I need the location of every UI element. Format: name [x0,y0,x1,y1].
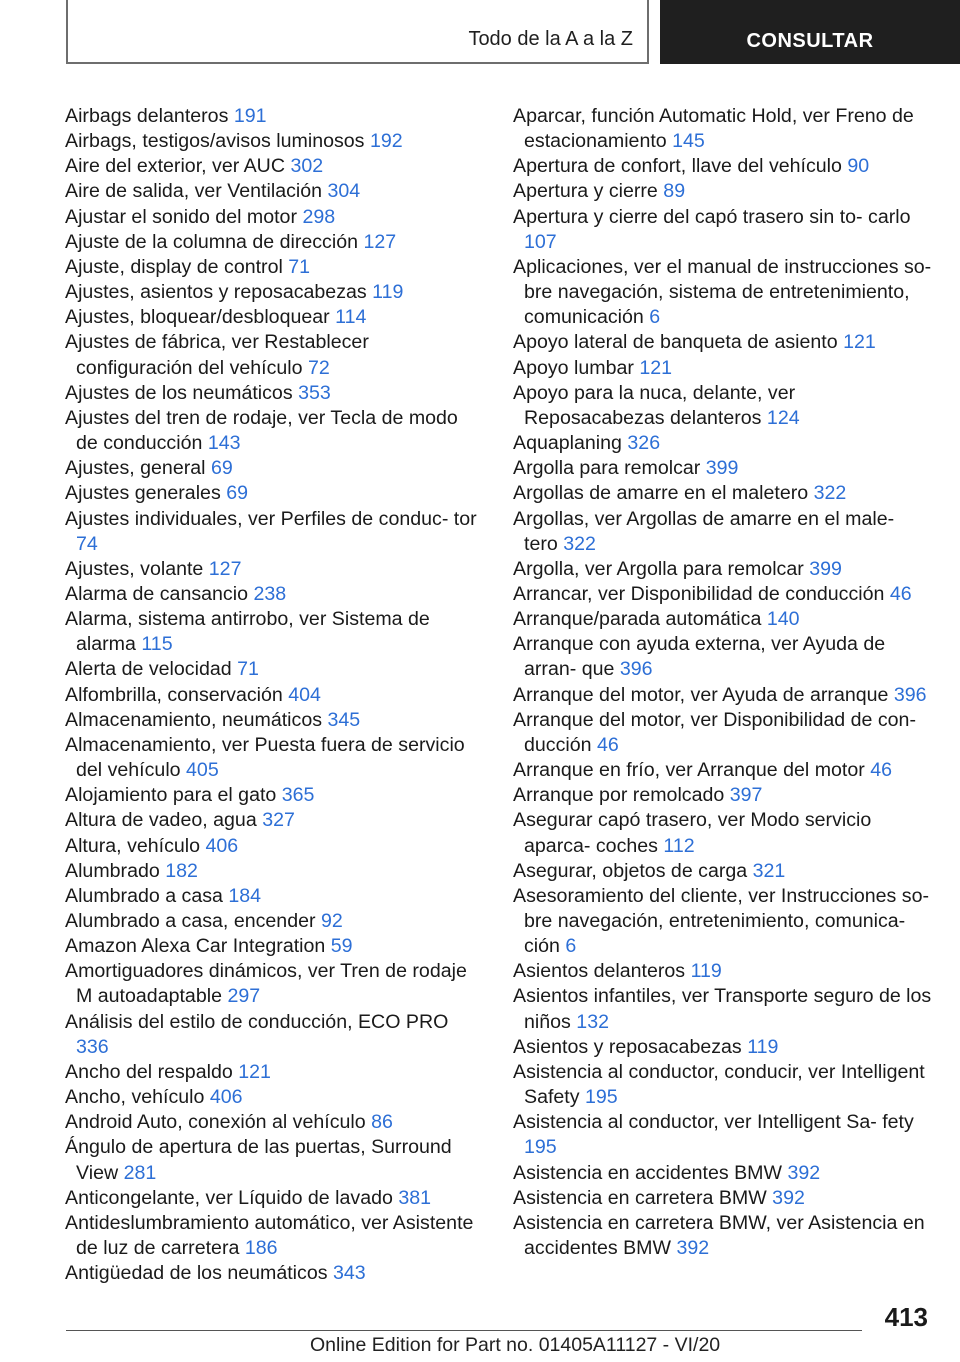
index-entry-text: Arranque con ayuda externa, ver Ayuda de arran‐ que [513,633,886,681]
index-page-link[interactable]: 121 [639,356,673,379]
index-entry [513,1186,933,1211]
index-page-link[interactable]: 119 [372,281,404,304]
index-page-link[interactable]: 107 [524,230,557,253]
index-page-link[interactable]: 114 [335,306,367,329]
index-entry [513,1035,933,1060]
header-section-box [66,0,649,64]
index-page-link[interactable]: 184 [228,884,262,907]
index-entry [513,1060,933,1110]
index-entry-text: Argolla, ver Argolla para remolcar [513,557,804,580]
index-page-link[interactable]: 326 [627,432,661,455]
index-entry-text: Argolla para remolcar [513,457,701,480]
index-entry-text: Altura de vadeo, agua [65,809,257,832]
index-entry-text: Asistencia en carretera BMW [513,1186,767,1209]
index-entry-text: Ajustes de fábrica, ver Restablecer configuración del vehículo [65,331,369,379]
index-page-link[interactable]: 195 [524,1136,557,1159]
index-entry-text: Arranque/parada automática [513,608,762,631]
index-entry [513,808,933,858]
index-entry [65,859,485,884]
index-entry [65,507,485,557]
index-entry-text: Aquaplaning [513,432,622,455]
index-entry [65,179,485,204]
index-entry [65,683,485,708]
index-entry [65,154,485,179]
index-entry [513,1110,933,1160]
index-entry-text: Arrancar, ver Disponibilidad de conducción [513,582,885,605]
index-page-link[interactable]: 6 [565,935,577,958]
index-column-left [65,104,485,1286]
index-entry-text: Altura, vehículo [65,834,201,857]
index-entry-text: Asesoramiento del cliente, ver Instrucciones so‐ bre navegación, entretenimiento, comunica‐ ción [513,884,930,958]
index-entry [513,582,933,607]
index-page-link[interactable]: 92 [320,910,343,932]
index-entry [513,255,933,330]
index-entry-text: Aire de salida, ver Ventilación [65,180,323,203]
index-page-link[interactable]: 405 [186,759,219,782]
index-entry [65,230,485,255]
page-number: 413 [884,1302,928,1332]
index-entry-text: Airbags delanteros [65,105,229,127]
index-entry-text: Alerta de velocidad [65,658,232,681]
index-entry-text: Aplicaciones, ver el manual de instrucciones so‐ bre navegación, sistema de entretenimiento, comunicación [513,255,932,329]
index-entry [513,179,933,204]
index-entry-text: Ancho del respaldo [65,1060,233,1083]
index-entry [513,330,933,355]
index-entry-text: Asientos delanteros [513,960,686,983]
index-page-link[interactable]: 396 [893,683,927,706]
index-page-link[interactable]: 72 [308,356,330,379]
index-entry-text: Apertura de confort, llave del vehículo [513,155,842,178]
index-entry-text: Ancho, vehículo [65,1086,205,1109]
index-entry-text: Apoyo para la nuca, delante, ver Reposacabezas delanteros [513,381,796,429]
index-entry-text: Asistencia al conductor, conducir, ver Intelligent Safety [513,1060,925,1109]
index-entry [65,406,485,456]
index-entry-text: Amazon Alexa Car Integration [65,935,326,958]
index-page-link[interactable]: 89 [663,180,686,203]
index-entry [65,1211,485,1261]
index-page-link[interactable]: 192 [369,130,403,153]
index-entry-text: Asientos infantiles, ver Transporte seguro de los niños [513,985,932,1033]
index-entry [513,205,933,255]
index-entry [513,859,933,884]
index-entry [65,104,485,129]
footer-edition-text: Online Edition for Part no. 01405A11127 - VI/20 [310,1334,721,1356]
index-entry-text: Ajustes generales [65,482,221,505]
index-page-link[interactable]: 140 [766,608,800,631]
index-entry-text: Asistencia en carretera BMW, ver Asistencia en accidentes BMW [513,1211,925,1260]
index-page-link[interactable]: 392 [787,1161,821,1184]
index-page-link[interactable]: 396 [619,658,653,681]
index-entry [513,381,933,431]
index-entry [513,104,933,154]
index-entry [65,607,485,657]
index-entry-text: Asistencia al conductor, ver Intelligent Sa‐ fety [513,1111,914,1134]
index-entry-text: Análisis del estilo de conducción, ECO PRO [65,1010,449,1033]
index-entry-text: Asientos y reposacabezas [513,1035,742,1058]
index-page-link[interactable]: 119 [690,960,722,983]
index-entry-text: Argollas, ver Argollas de amarre en el male‐ tero [513,507,895,555]
index-entry-text: Ajuste, display de control [65,255,283,278]
index-entry [513,607,933,632]
index-entry-text: Apoyo lumbar [513,356,634,379]
index-entry [65,934,485,959]
index-page-link[interactable]: 145 [672,130,705,153]
index-entry-text: Antigüedad de los neumáticos [65,1262,328,1285]
index-entry [513,1211,933,1261]
header-section-title: Todo de la A a la Z [468,28,633,50]
index-entry-text: Android Auto, conexión al vehículo [65,1111,366,1134]
index-page-link[interactable]: 127 [363,230,397,253]
index-page-link[interactable]: 195 [585,1086,618,1109]
index-entry [65,255,485,280]
index-page-link[interactable]: 304 [327,180,361,203]
index-entry [513,683,933,708]
index-page-link[interactable]: 327 [262,809,295,832]
index-entry [65,959,485,1009]
index-page-link[interactable]: 71 [237,658,259,681]
index-entry-text: Ajuste de la columna de dirección [65,230,358,253]
index-entry-text: Asegurar capó trasero, ver Modo servicio aparca‐ coches [513,809,872,857]
index-page-link[interactable]: 46 [889,582,912,605]
index-entry-text: Ajustes, general [65,457,206,480]
index-entry [513,758,933,783]
index-entry [513,708,933,758]
index-page-link[interactable]: 69 [210,457,233,480]
index-entry-text: Arranque por remolcado [513,784,725,807]
index-entry [65,1085,485,1110]
index-page-link[interactable]: 392 [772,1186,805,1209]
index-entry-text: Asistencia en accidentes BMW [513,1161,782,1184]
index-page-link[interactable]: 321 [752,859,786,882]
index-entry [65,456,485,481]
index-entry [65,280,485,305]
index-entry-text: Arranque del motor, ver Disponibilidad de con‐ ducción [513,708,916,756]
index-entry-text: Ajustes de los neumáticos [65,381,293,404]
index-entry [513,356,933,381]
index-page-link[interactable]: 404 [288,683,321,706]
index-page-link[interactable]: 46 [870,759,893,782]
index-page-link[interactable]: 90 [847,155,870,178]
index-entry [65,834,485,859]
index-entry-text: Ajustar el sonido del motor [65,205,297,228]
index-entry [65,909,485,934]
index-entry [65,708,485,733]
index-page-link[interactable]: 143 [207,432,241,455]
index-entry [65,657,485,682]
index-page-link[interactable]: 381 [398,1186,432,1209]
index-entry-text: Alumbrado [65,859,160,882]
index-entry [65,1186,485,1211]
index-page-link[interactable]: 343 [332,1262,366,1285]
index-entry [65,1135,485,1185]
index-entry-text: Ángulo de apertura de las puertas, Surround View [65,1136,452,1184]
index-entry-text: Apertura y cierre del capó trasero sin to‐ carlo [513,205,911,228]
index-entry [65,381,485,406]
index-entry-text: Almacenamiento, neumáticos [65,708,323,731]
index-entry-text: Alumbrado a casa, encender [65,910,316,932]
index-entry-text: Aparcar, función Automatic Hold, ver Freno de estacionamiento [513,105,914,153]
index-entry-text: Arranque del motor, ver Ayuda de arranque [513,683,889,706]
index-page-link[interactable]: 71 [288,255,311,278]
index-entry-text: Alarma de cansancio [65,582,248,605]
index-entry [513,507,933,557]
index-entry [513,431,933,456]
index-page-link[interactable]: 322 [563,532,596,555]
index-entry-text: Alfombrilla, conservación [65,683,283,706]
index-entry [513,1161,933,1186]
index-page-link[interactable]: 392 [676,1237,710,1260]
index-entry [65,1110,485,1135]
index-entry-text: Ajustes, volante [65,557,204,580]
index-entry [513,984,933,1034]
index-page-link[interactable]: 186 [244,1237,278,1260]
index-entry [513,783,933,808]
index-entry [513,884,933,959]
index-entry [65,330,485,380]
index-entry [65,1060,485,1085]
index-page-link[interactable]: 121 [843,331,876,354]
index-page-link[interactable]: 322 [813,482,847,505]
index-page-link[interactable]: 397 [729,784,763,807]
index-page-link[interactable]: 132 [576,1010,609,1033]
index-entry-text: Anticongelante, ver Líquido de lavado [65,1186,393,1209]
index-page-link[interactable]: 121 [238,1060,271,1083]
index-entry [513,632,933,682]
index-page-link[interactable]: 119 [747,1035,779,1058]
index-entry-text: Ajustes individuales, ver Perfiles de conduc‐ tor [65,507,477,530]
index-page-link[interactable]: 297 [227,985,261,1008]
index-entry [65,733,485,783]
index-page-link[interactable]: 124 [766,406,800,429]
index-entry [65,582,485,607]
index-entry-text: Ajustes, bloquear/desbloquear [65,306,330,329]
index-entry-text: Ajustes del tren de rodaje, ver Tecla de modo de conducción [65,406,458,455]
index-entry-text: Airbags, testigos/avisos luminosos [65,130,365,153]
index-page-link[interactable]: 281 [123,1161,157,1184]
footer-divider [66,1330,862,1331]
index-page-link[interactable]: 406 [209,1086,243,1109]
index-entry-text: Asegurar, objetos de carga [513,859,748,882]
index-entry-text: Apertura y cierre [513,180,658,203]
index-entry-text: Aire del exterior, ver AUC [65,155,285,178]
index-page-link[interactable]: 182 [165,859,198,882]
index-column-right [513,104,933,1261]
index-entry [513,959,933,984]
index-page-link[interactable]: 302 [290,155,324,178]
index-page-link[interactable]: 345 [327,708,361,731]
index-page-link[interactable]: 59 [330,935,353,958]
index-entry [65,129,485,154]
index-entry [513,154,933,179]
index-entry-text: Alarma, sistema antirrobo, ver Sistema de alarma [65,608,430,656]
index-page-link[interactable]: 69 [226,482,249,505]
index-page-link[interactable]: 298 [302,205,336,228]
index-entry-text: Alumbrado a casa [65,884,223,907]
index-entry [65,1010,485,1060]
header-tab-label: CONSULTAR [746,30,874,52]
index-entry [513,481,933,506]
index-page-link[interactable]: 191 [233,105,267,127]
index-page-link[interactable]: 365 [281,784,315,807]
index-entry-text: Argollas de amarre en el maletero [513,482,809,505]
index-entry [65,481,485,506]
index-entry [513,557,933,582]
index-page-link[interactable]: 406 [205,834,239,857]
index-entry-text: Amortiguadores dinámicos, ver Tren de rodaje M autoadaptable [65,960,467,1008]
index-entry [65,1261,485,1286]
index-page-link[interactable]: 399 [705,457,739,480]
index-page-link[interactable]: 86 [371,1111,393,1134]
header-consultar-tab[interactable] [660,0,960,64]
index-page-link[interactable]: 6 [649,306,661,329]
index-entry [65,305,485,330]
index-entry-text: Apoyo lateral de banqueta de asiento [513,331,838,354]
index-page-link[interactable]: 115 [141,633,173,656]
index-entry [65,808,485,833]
index-page-link[interactable]: 127 [208,557,242,580]
index-entry-text: Ajustes, asientos y reposacabezas [65,281,367,304]
index-entry-text: Arranque en frío, ver Arranque del motor [513,759,865,782]
index-entry-text: Almacenamiento, ver Puesta fuera de servicio del vehículo [65,733,465,782]
index-page-link[interactable]: 74 [76,532,98,555]
index-entry-text: Alojamiento para el gato [65,784,277,807]
index-page-link[interactable]: 399 [809,557,842,580]
index-entry [65,884,485,909]
index-page-link[interactable]: 336 [76,1035,109,1058]
index-entry-text: Antideslumbramiento automático, ver Asistente de luz de carretera [65,1211,474,1260]
index-entry [65,557,485,582]
index-entry [513,456,933,481]
index-page-link[interactable]: 238 [253,582,287,605]
index-page-link[interactable]: 353 [298,381,331,404]
index-page-link[interactable]: 46 [597,733,619,756]
index-entry [65,783,485,808]
index-page-link[interactable]: 112 [663,834,695,857]
index-entry [65,205,485,230]
